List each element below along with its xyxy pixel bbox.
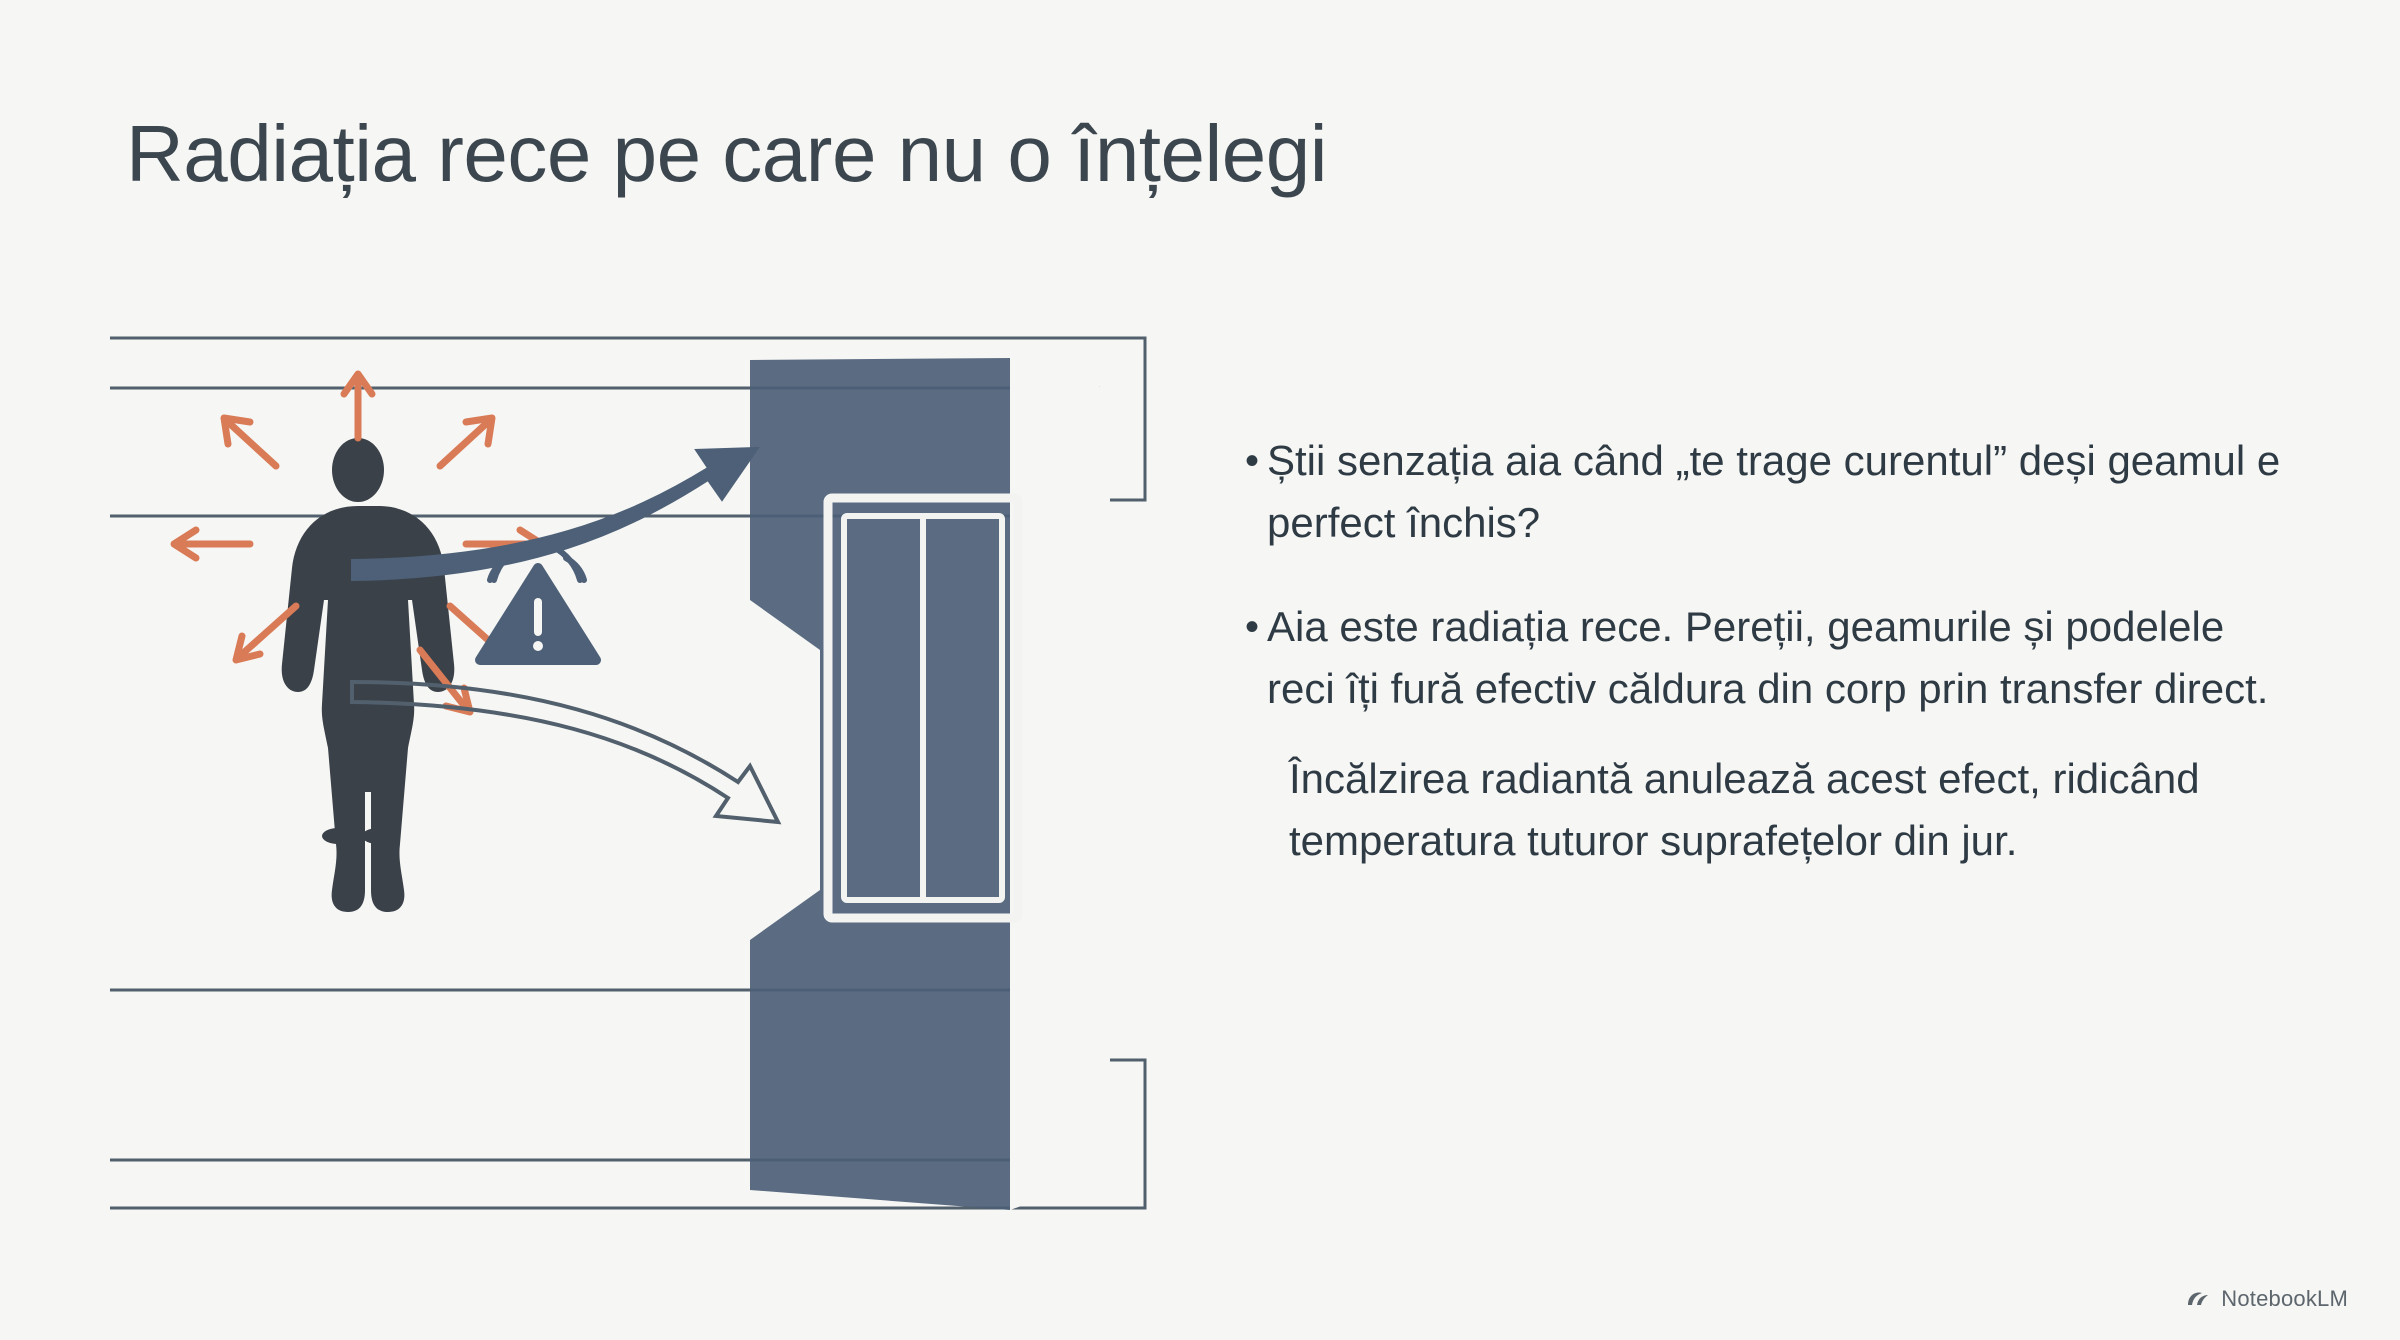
notebooklm-logo-icon	[2185, 1289, 2211, 1309]
bullet-text: Aia este radiația rece. Pereții, geamurile și podelele reci îți fură efectiv căldura din corp prin transfer direct.	[1267, 603, 2269, 712]
footer-brand	[2185, 1286, 2348, 1312]
list-item	[1245, 596, 2285, 720]
illustration-room-cross-section	[110, 330, 1210, 1230]
closing-paragraph: Încălzirea radiantă anulează acest efect, ridicând temperatura tuturor suprafețelor din jur.	[1289, 755, 2200, 864]
bullet-marker: •	[1245, 605, 1260, 649]
bullet-text: Știi senzația aia când „te trage curentul” deși geamul e perfect închis?	[1267, 437, 2281, 546]
list-item	[1245, 430, 2285, 554]
bullet-list	[1245, 430, 2285, 872]
footer-brand-label: NotebookLM	[2221, 1286, 2348, 1311]
page-title: Radiația rece pe care nu o înțelegi	[126, 109, 1328, 198]
bullet-marker: •	[1245, 439, 1260, 483]
warning-triangle-icon	[480, 546, 596, 660]
window-wall-recess	[750, 358, 1110, 1210]
human-silhouette	[282, 438, 455, 912]
